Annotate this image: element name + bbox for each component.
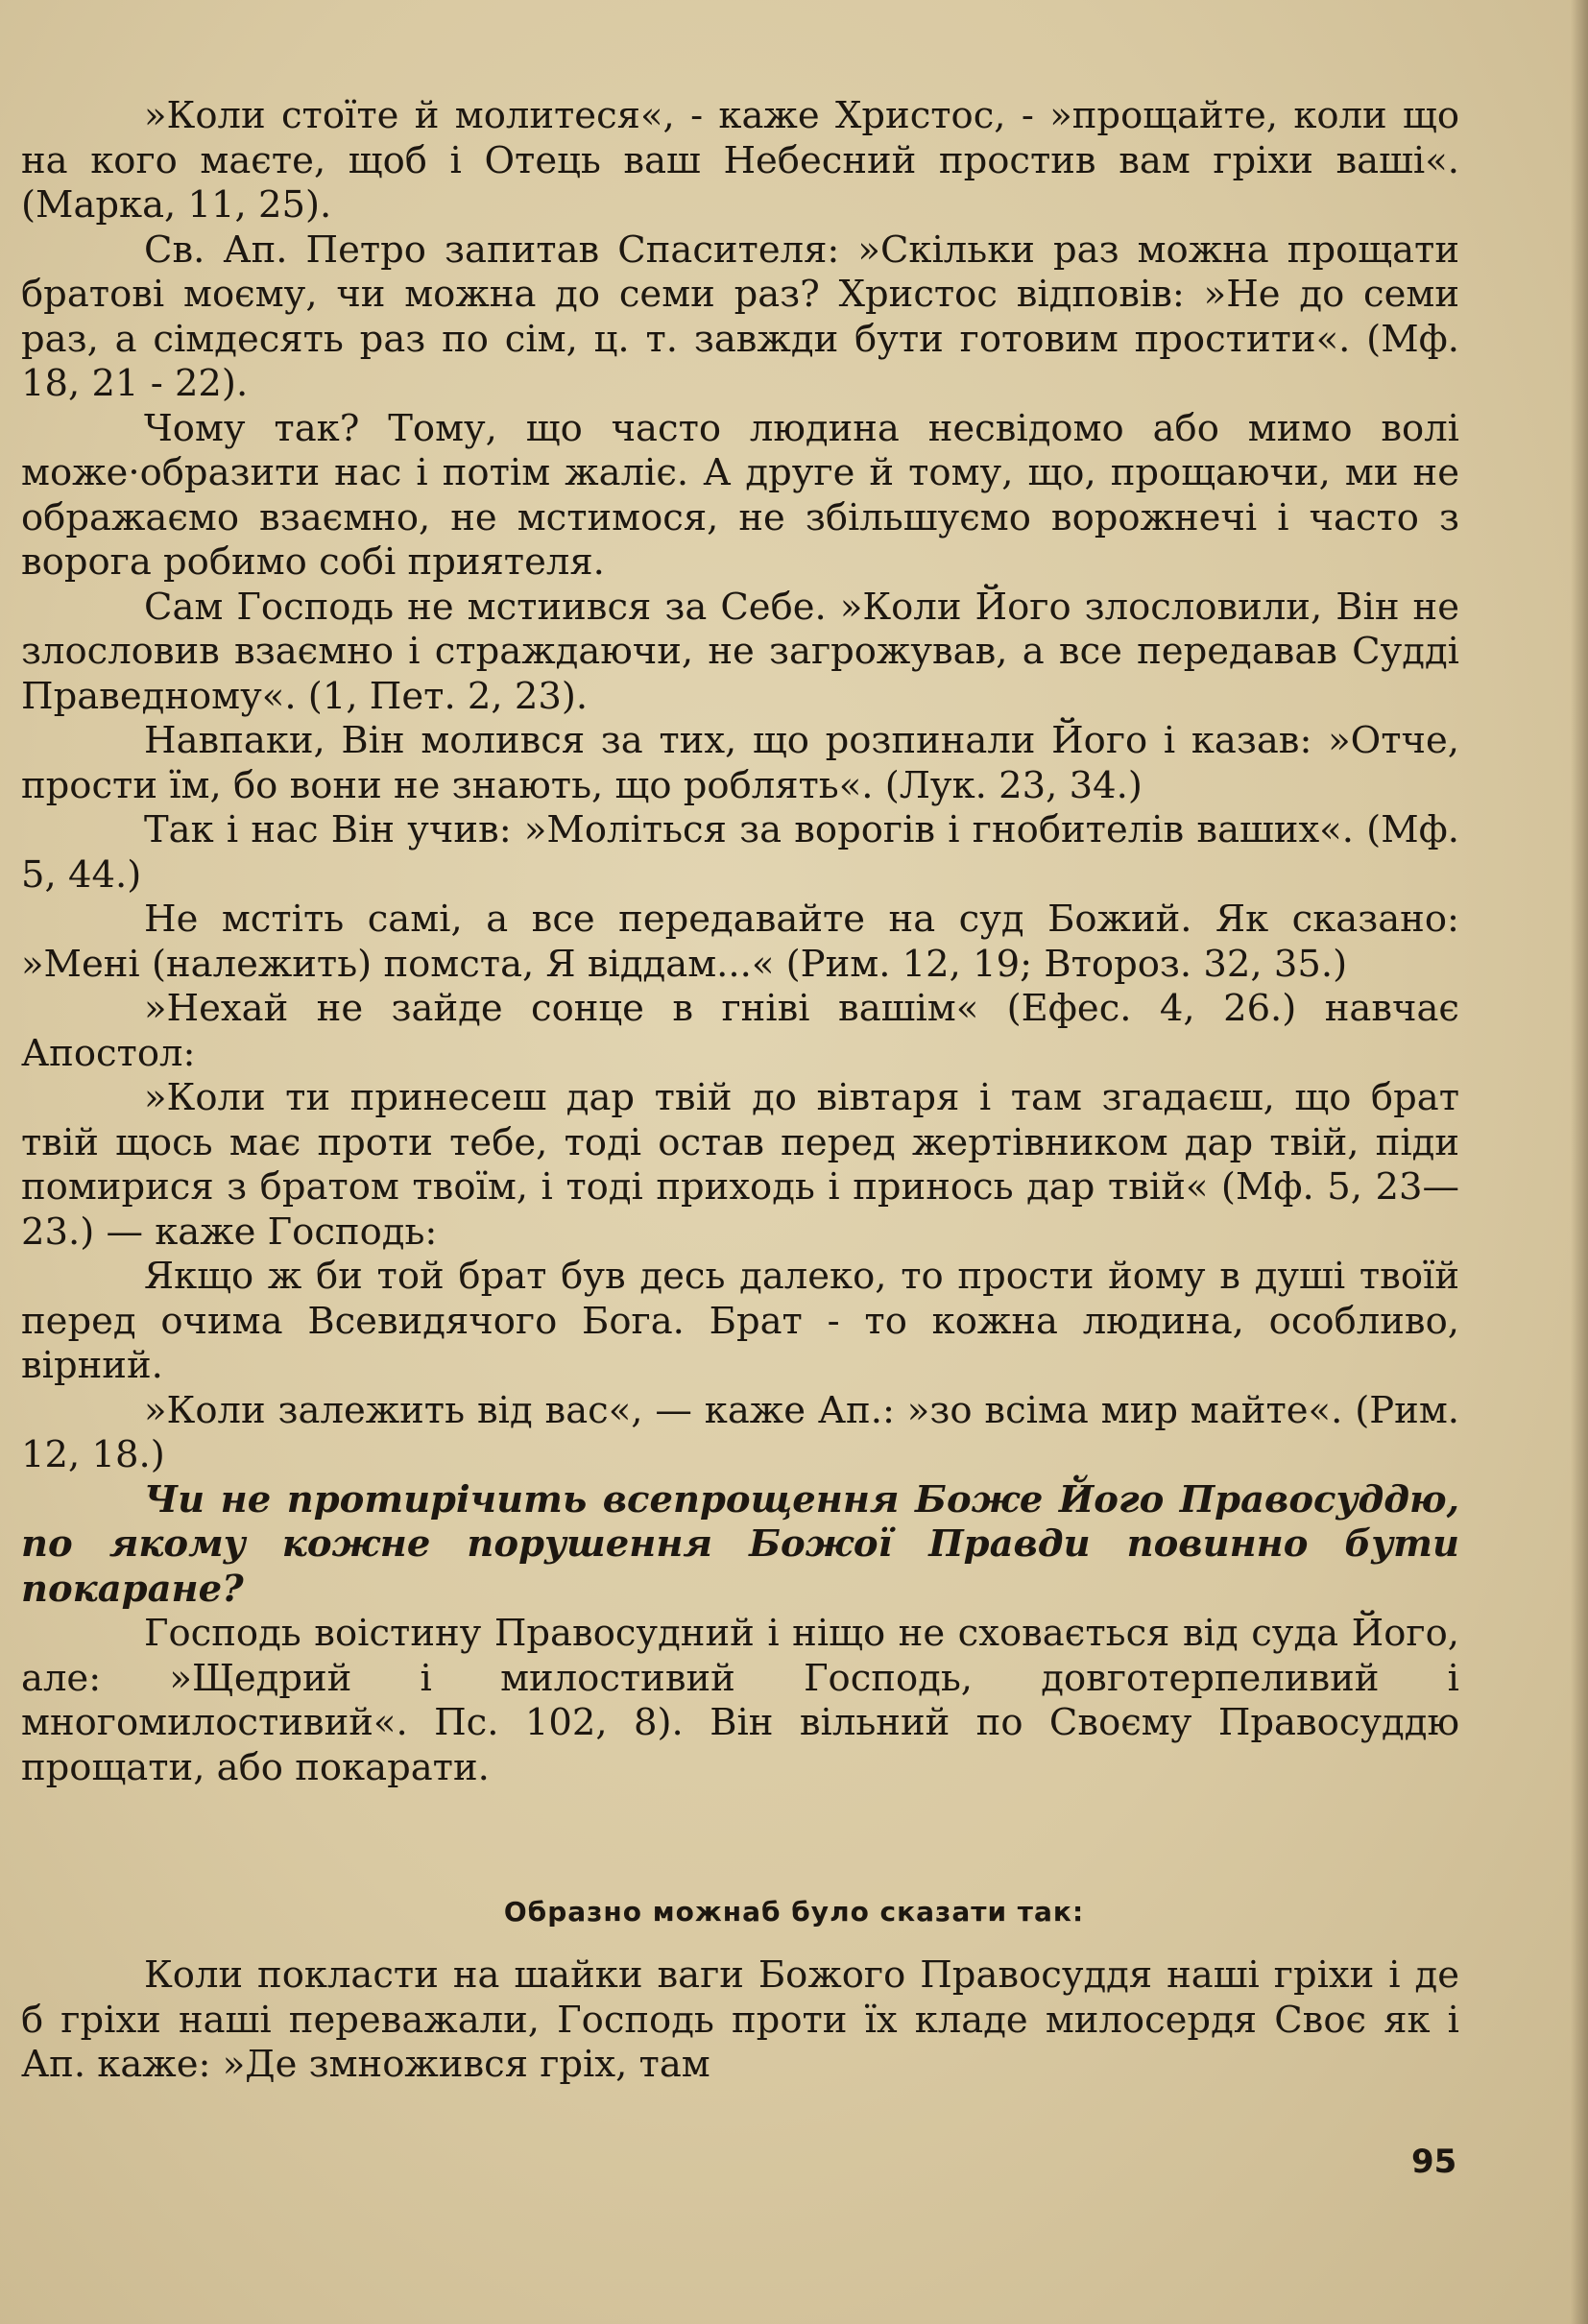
paragraph-sun-not-set: »Нехай не зайде сонце в гніві вашім« (Ефес. 4, 26.) навчає Апостол:: [21, 987, 1459, 1075]
body-text: [21, 94, 1459, 1790]
paragraph-why-so: Чому так? Тому, що часто людина несвідомо або мимо волі може·образити нас і потім жаліє. А друге й тому, що, прощаючи, ми не ображаємо взаємно, не мстимося, не збільшуємо ворожнечі і часто з ворога робимо собі приятеля.: [21, 406, 1459, 584]
paragraph-pray-for-enemies: Так і нас Він учив: »Моліться за ворогів і гнобителів ваших«. (Мф. 5, 44.): [21, 808, 1459, 897]
paragraph-scales-of-justice: Коли покласти на шайки ваги Божого Правосуддя наші гріхи і де б гріхи наші переважали, Господь проти їх кладе милосердя Своє як і Ап. каже: »Де змножився гріх, там: [21, 1953, 1459, 2086]
paragraph-live-in-peace: »Коли залежить від вас«, — каже Ап.: »зо всіма мир майте«. (Рим. 12, 18.): [21, 1388, 1459, 1476]
paragraph-vengeance-is-mine: Не мстіть самі, а все передавайте на суд Божий. Як сказано: »Мені (належить) помста, Я віддам...« (Рим. 12, 19; Второз. 32, 35.): [21, 898, 1459, 986]
paragraph-forgive-when-praying: »Коли стоїте й молитеся«, - каже Христос, - »прощайте, коли що на кого маєте, щоб і Отець ваш Небесний простив вам гріхи ваші«. (Марка, 11, 25).: [21, 94, 1459, 227]
question-heading: Чи не протирічить всепрощення Боже Його Правосуддю, по якому кожне порушення Божої Правди повинно бути покаране?: [21, 1477, 1459, 1611]
paragraph-father-forgive: Навпаки, Він молився за тих, що розпинали Його і казав: »Отче, прости їм, бо вони не знають, що роблять«. (Лук. 23, 34.): [21, 719, 1459, 807]
page-number: 95: [1411, 2143, 1457, 2181]
paragraph-gift-at-altar: »Коли ти принесеш дар твій до вівтаря і там згадаєш, що брат твій щось має проти тебе, тоді остав перед жертівником дар твій, піди помирися з братом твоїм, і тоді приходь і принось дар твій« (Мф. 5, 23—23.) — каже Господь:: [21, 1076, 1459, 1254]
body-text-continued: [21, 1953, 1459, 2088]
paragraph-brother-far-away: Якщо ж би той брат був десь далеко, то прости йому в душі твоїй перед очима Всевидячого Бога. Брат - то кожна людина, особливо, вірний.: [21, 1255, 1459, 1387]
section-subheading: Образно можнаб було сказати так:: [503, 1896, 1085, 1928]
paragraph-lord-no-revenge: Сам Господь не мстиився за Себе. »Коли Його злословили, Він не злословив взаємно і страждаючи, не загрожував, а все передавав Судді Праведному«. (1, Пет. 2, 23).: [21, 585, 1459, 718]
paragraph-peter-question: Св. Ап. Петро запитав Спасителя: »Скільки раз можна прощати братові моєму, чи можна до семи раз? Христос відповів: »Не до семи раз, а сімдесять раз по сім, ц. т. завжди бути готовим простити«. (Мф. 18, 21 - 22).: [21, 228, 1459, 405]
paragraph-lord-righteous: Господь воістину Правосудний і ніщо не сховається від суда Його, але: »Щедрий і милостивий Господь, довготерпеливий і многомилостивий«. Пс. 102, 8). Він вільний по Своєму Правосуддю прощати, або покарати.: [21, 1612, 1459, 1789]
page-edge-shadow: [1571, 0, 1588, 2324]
